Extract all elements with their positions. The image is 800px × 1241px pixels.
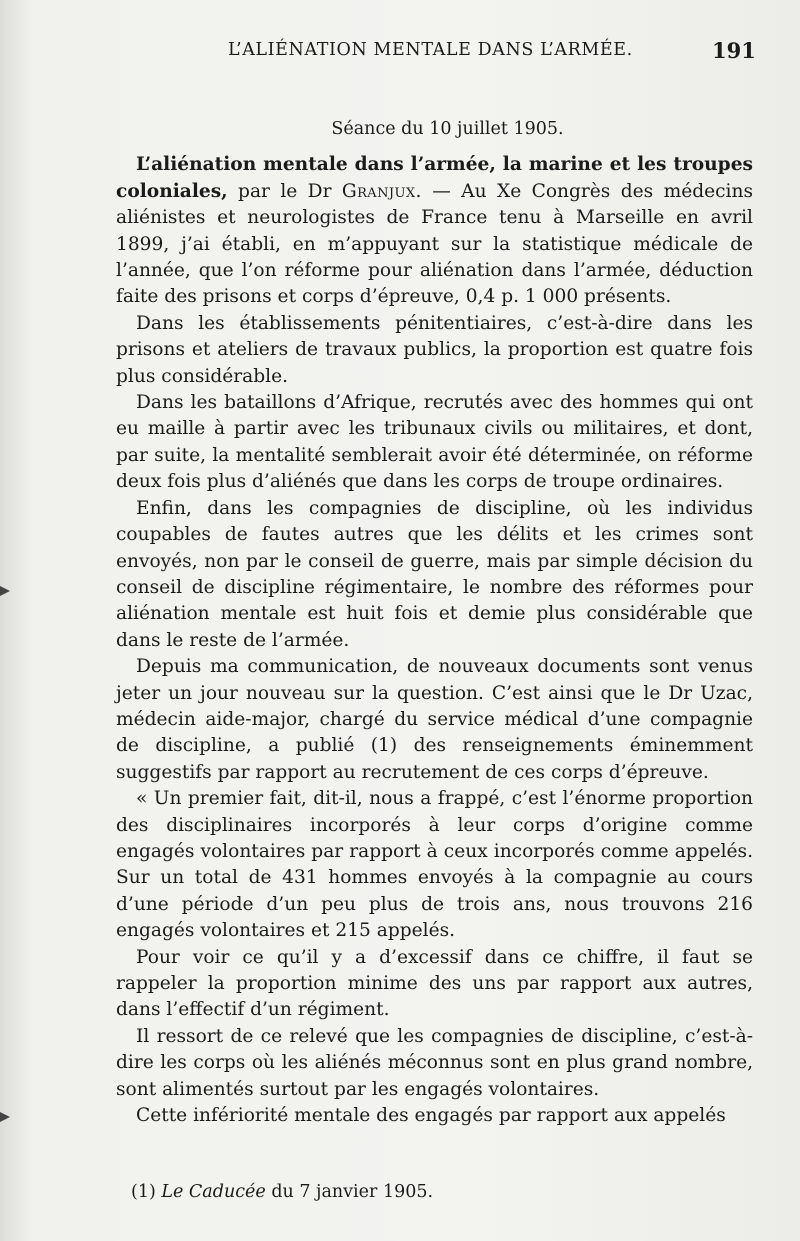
paragraph: « Un premier fait, dit-il, nous a frappé, c’est l’énorme proportion des disciplinaires incorporés à leur corps d’origine comme engagés volontaires par rapport à ceux incorporés comme appelés. Sur un total de 431 hommes envoyés à la compagnie au cours d’une période d’un peu plus de trois ans, nous trouvons 216 engagés volontaires et 215 appelés. [116,788,753,942]
paragraph: Cette infériorité mentale des engagés par rapport aux appelés [136,1105,726,1127]
paragraph: Pour voir ce qu’il y a d’excessif dans ce chiffre, il faut se rappeler la proportion minime des uns par rapport aux autres, dans l’effectif d’un régiment. [116,946,753,1021]
article-intro [116,152,753,310]
paragraph: Dans les bataillons d’Afrique, recrutés avec des hommes qui ont eu maille à partir avec les tribunaux civils ou militaires, et dont, par suite, la mentalité semblerait avoir été déterminée, on réforme deux fois plus d’aliénés que dans les corps de troupe ordinaires. [116,392,753,493]
footnote-marker: (1) [131,1182,156,1202]
running-title: L’ALIÉNATION MENTALE DANS L’ARMÉE. [228,40,633,60]
paragraph: Depuis ma communication, de nouveaux documents sont venus jeter un jour nouveau sur la question. C’est ainsi que le Dr Uzac, médecin aide-major, chargé du service médical d’une compagnie de discipline, a publié (1) des renseignements éminemment suggestifs par rapport au recrutement de ces corps d’épreuve. [116,656,753,783]
author-prefix: par le Dr [227,180,342,202]
paragraph: Enfin, dans les compagnies de discipline, où les individus coupables de fautes autres que les délits et les crimes sont envoyés, non par le conseil de guerre, mais par simple décision du conseil de discipline régimentaire, le nombre des réformes pour aliénation mentale est huit fois et demie plus considérable que dans le reste de l’armée. [116,497,753,651]
author-name: Granjux. [341,180,422,202]
paragraph: Il ressort de ce relevé que les compagnies de discipline, c’est-à-dire les corps où les aliénés méconnus sont en plus grand nombre, sont alimentés surtout par les engagés volontaires. [116,1025,753,1100]
paragraph: Dans les établissements pénitentiaires, c’est-à-dire dans les prisons et ateliers de travaux publics, la proportion est quatre fois plus considérable. [116,312,753,387]
footnote-journal: Le Caducée [161,1182,266,1202]
margin-arrow-mark [0,1112,10,1122]
footnote-text: du 7 janvier 1905. [271,1182,434,1202]
margin-arrow-mark [0,586,10,596]
footnote [131,1182,433,1202]
page-number: 191 [712,38,756,63]
article-title: L’aliénation mentale dans l’armée, la marine et les troupes coloniales, [116,154,753,202]
session-heading: Séance du 10 juillet 1905. [331,119,564,139]
article-body [116,116,753,1129]
intro-text: — Au Xe Congrès des médecins aliénistes et neurologistes de France tenu à Marseille en avril 1899, j’ai établi, en m’appuyant sur la statistique médicale de l’année, que l’on réforme pour aliénation dans l’armée, déduction faite des prisons et corps d’épreuve, 0,4 p. 1 000 présents. [116,180,753,308]
running-head [0,38,800,68]
